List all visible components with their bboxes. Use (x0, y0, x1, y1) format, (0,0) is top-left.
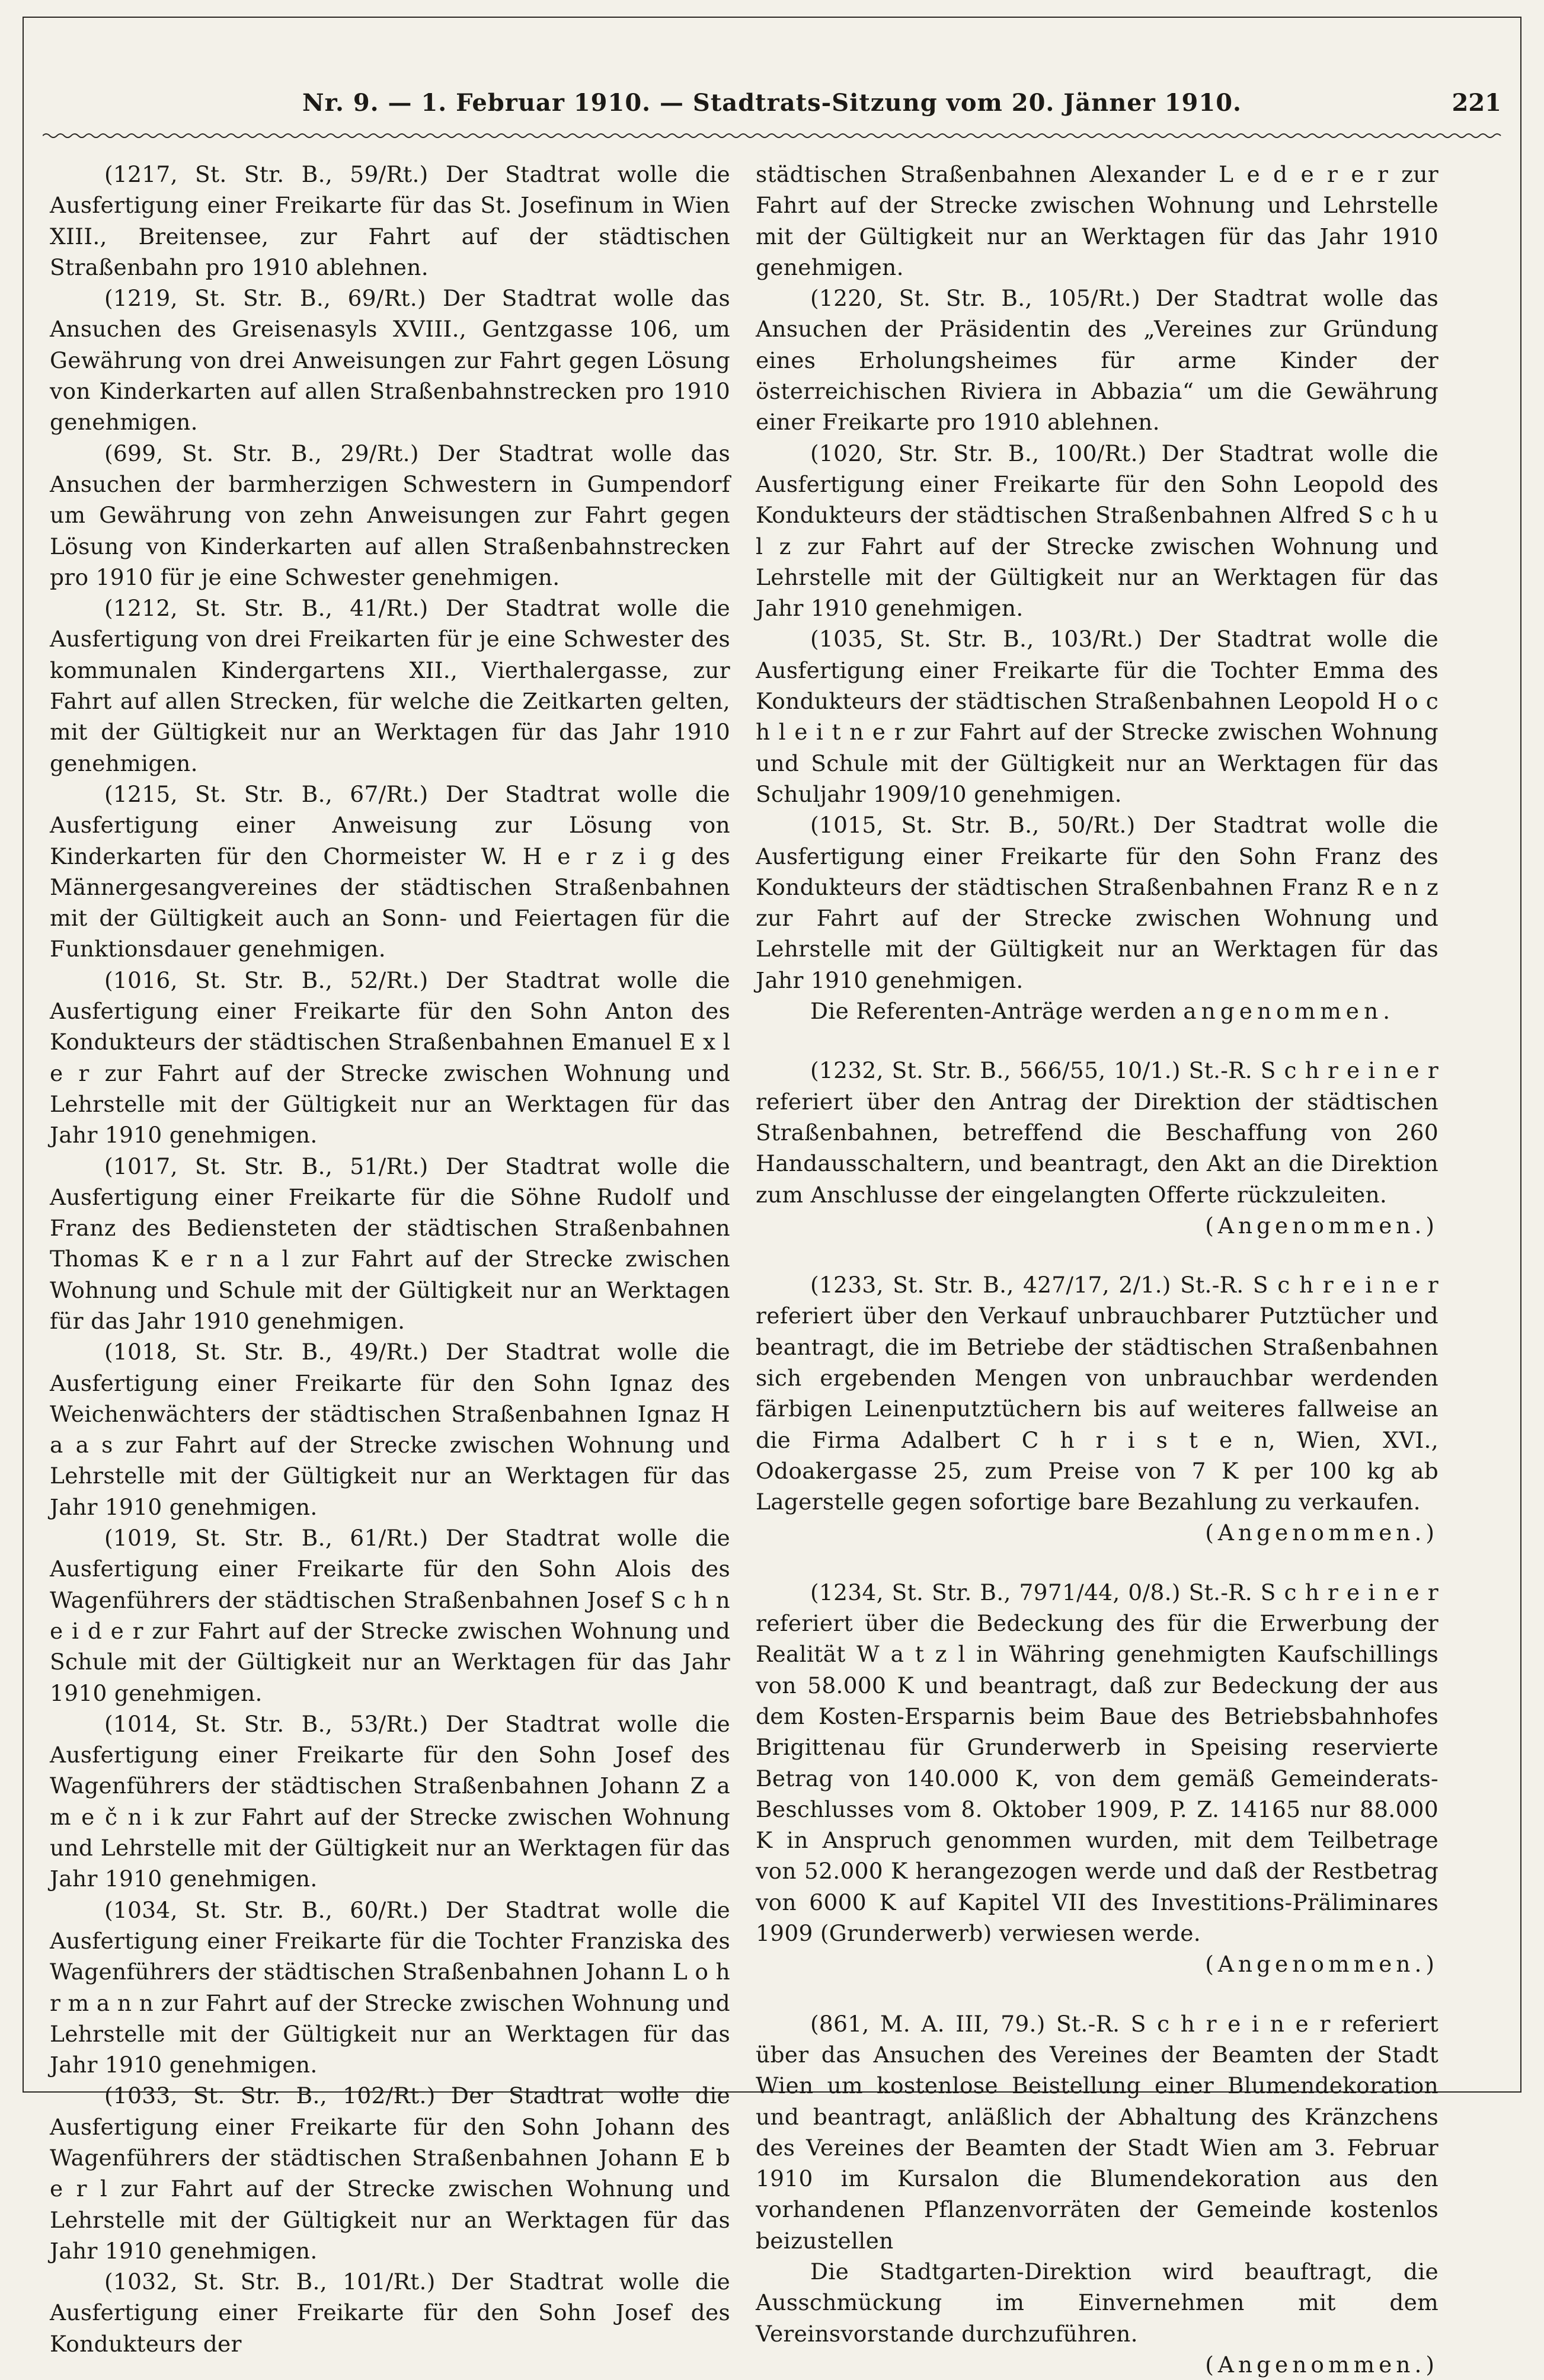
header-title: Nr. 9. — 1. Februar 1910. — Stadtrats-Sitzung vom 20. Jänner 1910. (302, 89, 1242, 117)
left-paragraph: (1018, St. Str. B., 49/Rt.) Der Stadtrat wolle die Ausfertigung einer Freikarte für den Sohn Ignaz des Weichenwächters der städtischen Straßenbahnen Ignaz H a a s zur Fahrt auf der Strecke zwischen Wohnung und Lehrstelle mit der Gültigkeit nur an Werktagen für das Jahr 1910 genehmigen. (50, 1339, 730, 1520)
right-paragraph: (1015, St. Str. B., 50/Rt.) Der Stadtrat wolle die Ausfertigung einer Freikarte für den Sohn Franz des Kondukteurs der städtischen Straßenbahnen Franz R e n z zur Fahrt auf der Strecke zwischen Wohnung und Lehrstelle mit der Gültigkeit nur an Werktagen für das Jahr 1910 genehmigen. (756, 812, 1438, 993)
resolution-text: Die Referenten-Anträge werden (810, 998, 1176, 1025)
section-gap (756, 1980, 1438, 2008)
left-paragraph: (1032, St. Str. B., 101/Rt.) Der Stadtrat wolle die Ausfertigung einer Freikarte für den Sohn Josef des Kondukteurs der (50, 2269, 730, 2357)
status-accepted: (Angenommen.) (1205, 1212, 1438, 1239)
header-wavy-rule (43, 132, 1501, 140)
page-number: 221 (1452, 89, 1501, 117)
right-paragraph: (1220, St. Str. B., 105/Rt.) Der Stadtrat wolle das Ansuchen der Präsidentin des „Vereines zur Gründung eines Erholungsheimes für arme Kinder der österreichischen Riviera in Abbazia“ um die Gewährung einer Freikarte pro 1910 ablehnen. (756, 285, 1438, 436)
left-paragraph: (1016, St. Str. B., 52/Rt.) Der Stadtrat wolle die Ausfertigung einer Freikarte für den Sohn Anton des Kondukteurs der städtischen Straßenbahnen Emanuel E x l e r zur Fahrt auf der Strecke zwischen Wohnung und Lehrstelle mit der Gültigkeit nur an Werktagen für das Jahr 1910 genehmigen. (50, 967, 730, 1149)
resolution-word: angenommen. (1183, 998, 1395, 1025)
agenda-item: (1232, St. Str. B., 566/55, 10/1.) St.-R. S c h r e i n e r referiert über den Antrag der Direktion der städtischen Straßenbahnen, betreffend die Beschaffung von 260 Handausschaltern, und beantragt, den Akt an die Direktion zum Anschlusse der eingelangten Offerte rückzuleiten. (756, 1057, 1438, 1208)
left-paragraph: (1017, St. Str. B., 51/Rt.) Der Stadtrat wolle die Ausfertigung einer Freikarte für die Söhne Rudolf und Franz des Bediensteten der städtischen Straßenbahnen Thomas K e r n a l zur Fahrt auf der Strecke zwischen Wohnung und Schule mit der Gültigkeit nur an Werktagen für das Jahr 1910 genehmigen. (50, 1153, 730, 1334)
right-paragraph-continued: städtischen Straßenbahnen Alexander L e d e r e r zur Fahrt auf der Strecke zwischen Wohnung und Lehrstelle mit der Gültigkeit nur an Werktagen für das Jahr 1910 genehmigen. (756, 161, 1438, 280)
right-column (756, 159, 1438, 2380)
agenda-item: (1233, St. Str. B., 427/17, 2/1.) St.-R. S c h r e i n e r referiert über den Verkauf unbrauchbarer Putztücher und beantragt, die im Betriebe der städtischen Straßenbahnen sich ergebenden Mengen von unbrauchbar werdenden färbigen Leinenputztüchern bis auf weiteres fallweise an die Firma Adalbert C h r i s t e n, Wien, XVI., Odoakergasse 25, zum Preise von 7 K per 100 kg ab Lagerstelle gegen sofortige bare Bezahlung zu verkaufen. (756, 1272, 1438, 1515)
agenda-item: (861, M. A. III, 79.) St.-R. S c h r e i n e r referiert über das Ansuchen des Vereines der Beamten der Stadt Wien um kostenlose Beistellung einer Blumendekoration und beantragt, anläßlich der Abhaltung des Kränzchens des Vereines der Beamten der Stadt Wien am 3. Februar 1910 im Kursalon die Blumendekoration aus den vorhandenen Pflanzenvorräten der Gemeinde kostenlos beizustellen (756, 2010, 1438, 2254)
left-paragraph: (1219, St. Str. B., 69/Rt.) Der Stadtrat wolle das Ansuchen des Greisenasyls XVIII., Gentzgasse 106, um Gewährung von drei Anweisungen zur Fahrt gegen Lösung von Kinderkarten auf allen Straßenbahnstrecken pro 1910 genehmigen. (50, 285, 730, 436)
left-paragraph: (1215, St. Str. B., 67/Rt.) Der Stadtrat wolle die Ausfertigung einer Anweisung zur Lösung von Kinderkarten für den Chormeister W. H e r z i g des Männergesangvereines der städtischen Straßenbahnen mit der Gültigkeit auch an Sonn- und Feiertagen für die Funktionsdauer genehmigen. (50, 780, 730, 962)
running-header (43, 89, 1501, 127)
status-accepted: (Angenommen.) (1205, 2351, 1438, 2378)
left-paragraph: (1033, St. Str. B., 102/Rt.) Der Stadtrat wolle die Ausfertigung einer Freikarte für den Sohn Johann des Wagenführers der städtischen Straßenbahnen Johann E b e r l zur Fahrt auf der Strecke zwischen Wohnung und Lehrstelle mit der Gültigkeit nur an Werktagen für das Jahr 1910 genehmigen. (50, 2082, 730, 2264)
right-paragraph: (1020, Str. Str. B., 100/Rt.) Der Stadtrat wolle die Ausfertigung einer Freikarte für den Sohn Leopold des Kondukteurs der städtischen Straßenbahnen Alfred S c h u l z zur Fahrt auf der Strecke zwischen Wohnung und Lehrstelle mit der Gültigkeit nur an Werktagen für das Jahr 1910 genehmigen. (756, 440, 1438, 622)
section-gap (756, 1241, 1438, 1269)
left-paragraph: (699, St. Str. B., 29/Rt.) Der Stadtrat wolle das Ansuchen der barmherzigen Schwestern in Gumpendorf um Gewährung von zehn Anweisungen zur Fahrt gegen Lösung von Kinderkarten auf allen Straßenbahnstrecken pro 1910 für je eine Schwester genehmigen. (50, 440, 730, 590)
left-paragraph: (1217, St. Str. B., 59/Rt.) Der Stadtrat wolle die Ausfertigung einer Freikarte für das St. Josefinum in Wien XIII., Breitensee, zur Fahrt auf der städtischen Straßenbahn pro 1910 ablehnen. (50, 161, 730, 280)
agenda-item: (1234, St. Str. B., 7971/44, 0/8.) St.-R. S c h r e i n e r referiert über die Bedeckung des für die Erwerbung der Realität W a t z l in Währing genehmigten Kaufschillings von 58.000 K und beantragt, daß zur Bedeckung der aus dem Kosten-Ersparnis beim Baue des Betriebsbahnhofes Brigittenau für Grunderwerb in Speising reservierte Betrag von 140.000 K, von dem gemäß Gemeinderats-Beschlusses vom 8. Oktober 1909, P. Z. 14165 nur 88.000 K in Anspruch genommen wurden, mit dem Teilbetrage von 52.000 K herangezogen werde und daß der Restbetrag von 6000 K auf Kapitel VII des Investitions-Präliminares 1909 (Grunderwerb) verwiesen werde. (756, 1579, 1438, 1947)
right-paragraph: (1035, St. Str. B., 103/Rt.) Der Stadtrat wolle die Ausfertigung einer Freikarte für die Tochter Emma des Kondukteurs der städtischen Straßenbahnen Leopold H o c h l e i t n e r zur Fahrt auf der Strecke zwischen Wohnung und Schule mit der Gültigkeit nur an Werktagen für das Schuljahr 1909/10 genehmigen. (756, 626, 1438, 807)
left-paragraph: (1014, St. Str. B., 53/Rt.) Der Stadtrat wolle die Ausfertigung einer Freikarte für den Sohn Josef des Wagenführers der städtischen Straßenbahnen Johann Z a m e č n i k zur Fahrt auf der Strecke zwischen Wohnung und Lehrstelle mit der Gültigkeit nur an Werktagen für das Jahr 1910 genehmigen. (50, 1710, 730, 1892)
left-paragraph: (1034, St. Str. B., 60/Rt.) Der Stadtrat wolle die Ausfertigung einer Freikarte für die Tochter Franziska des Wagenführers der städtischen Straßenbahnen Johann L o h r m a n n zur Fahrt auf der Strecke zwischen Wohnung und Lehrstelle mit der Gültigkeit nur an Werktagen für das Jahr 1910 genehmigen. (50, 1896, 730, 2078)
status-accepted: (Angenommen.) (1205, 1520, 1438, 1546)
resolution-line (756, 996, 1438, 1026)
final-paragraph: Die Stadtgarten-Direktion wird beauftragt, die Ausschmückung im Einvernehmen mit dem Vereinsvorstande durchzuführen. (756, 2259, 1438, 2347)
left-paragraph: (1212, St. Str. B., 41/Rt.) Der Stadtrat wolle die Ausfertigung von drei Freikarten für je eine Schwester des kommunalen Kindergartens XII., Vierthalergasse, zur Fahrt auf allen Strecken, für welche die Zeitkarten gelten, mit der Gültigkeit nur an Werktagen für das Jahr 1910 genehmigen. (50, 595, 730, 776)
section-gap (756, 1549, 1438, 1577)
section-gap (756, 1026, 1438, 1055)
left-paragraph: (1019, St. Str. B., 61/Rt.) Der Stadtrat wolle die Ausfertigung einer Freikarte für den Sohn Alois des Wagenführers der städtischen Straßenbahnen Josef S c h n e i d e r zur Fahrt auf der Strecke zwischen Wohnung und Schule mit der Gültigkeit nur an Werktagen für das Jahr 1910 genehmigen. (50, 1525, 730, 1706)
status-accepted: (Angenommen.) (1205, 1951, 1438, 1978)
left-column (50, 159, 730, 2359)
